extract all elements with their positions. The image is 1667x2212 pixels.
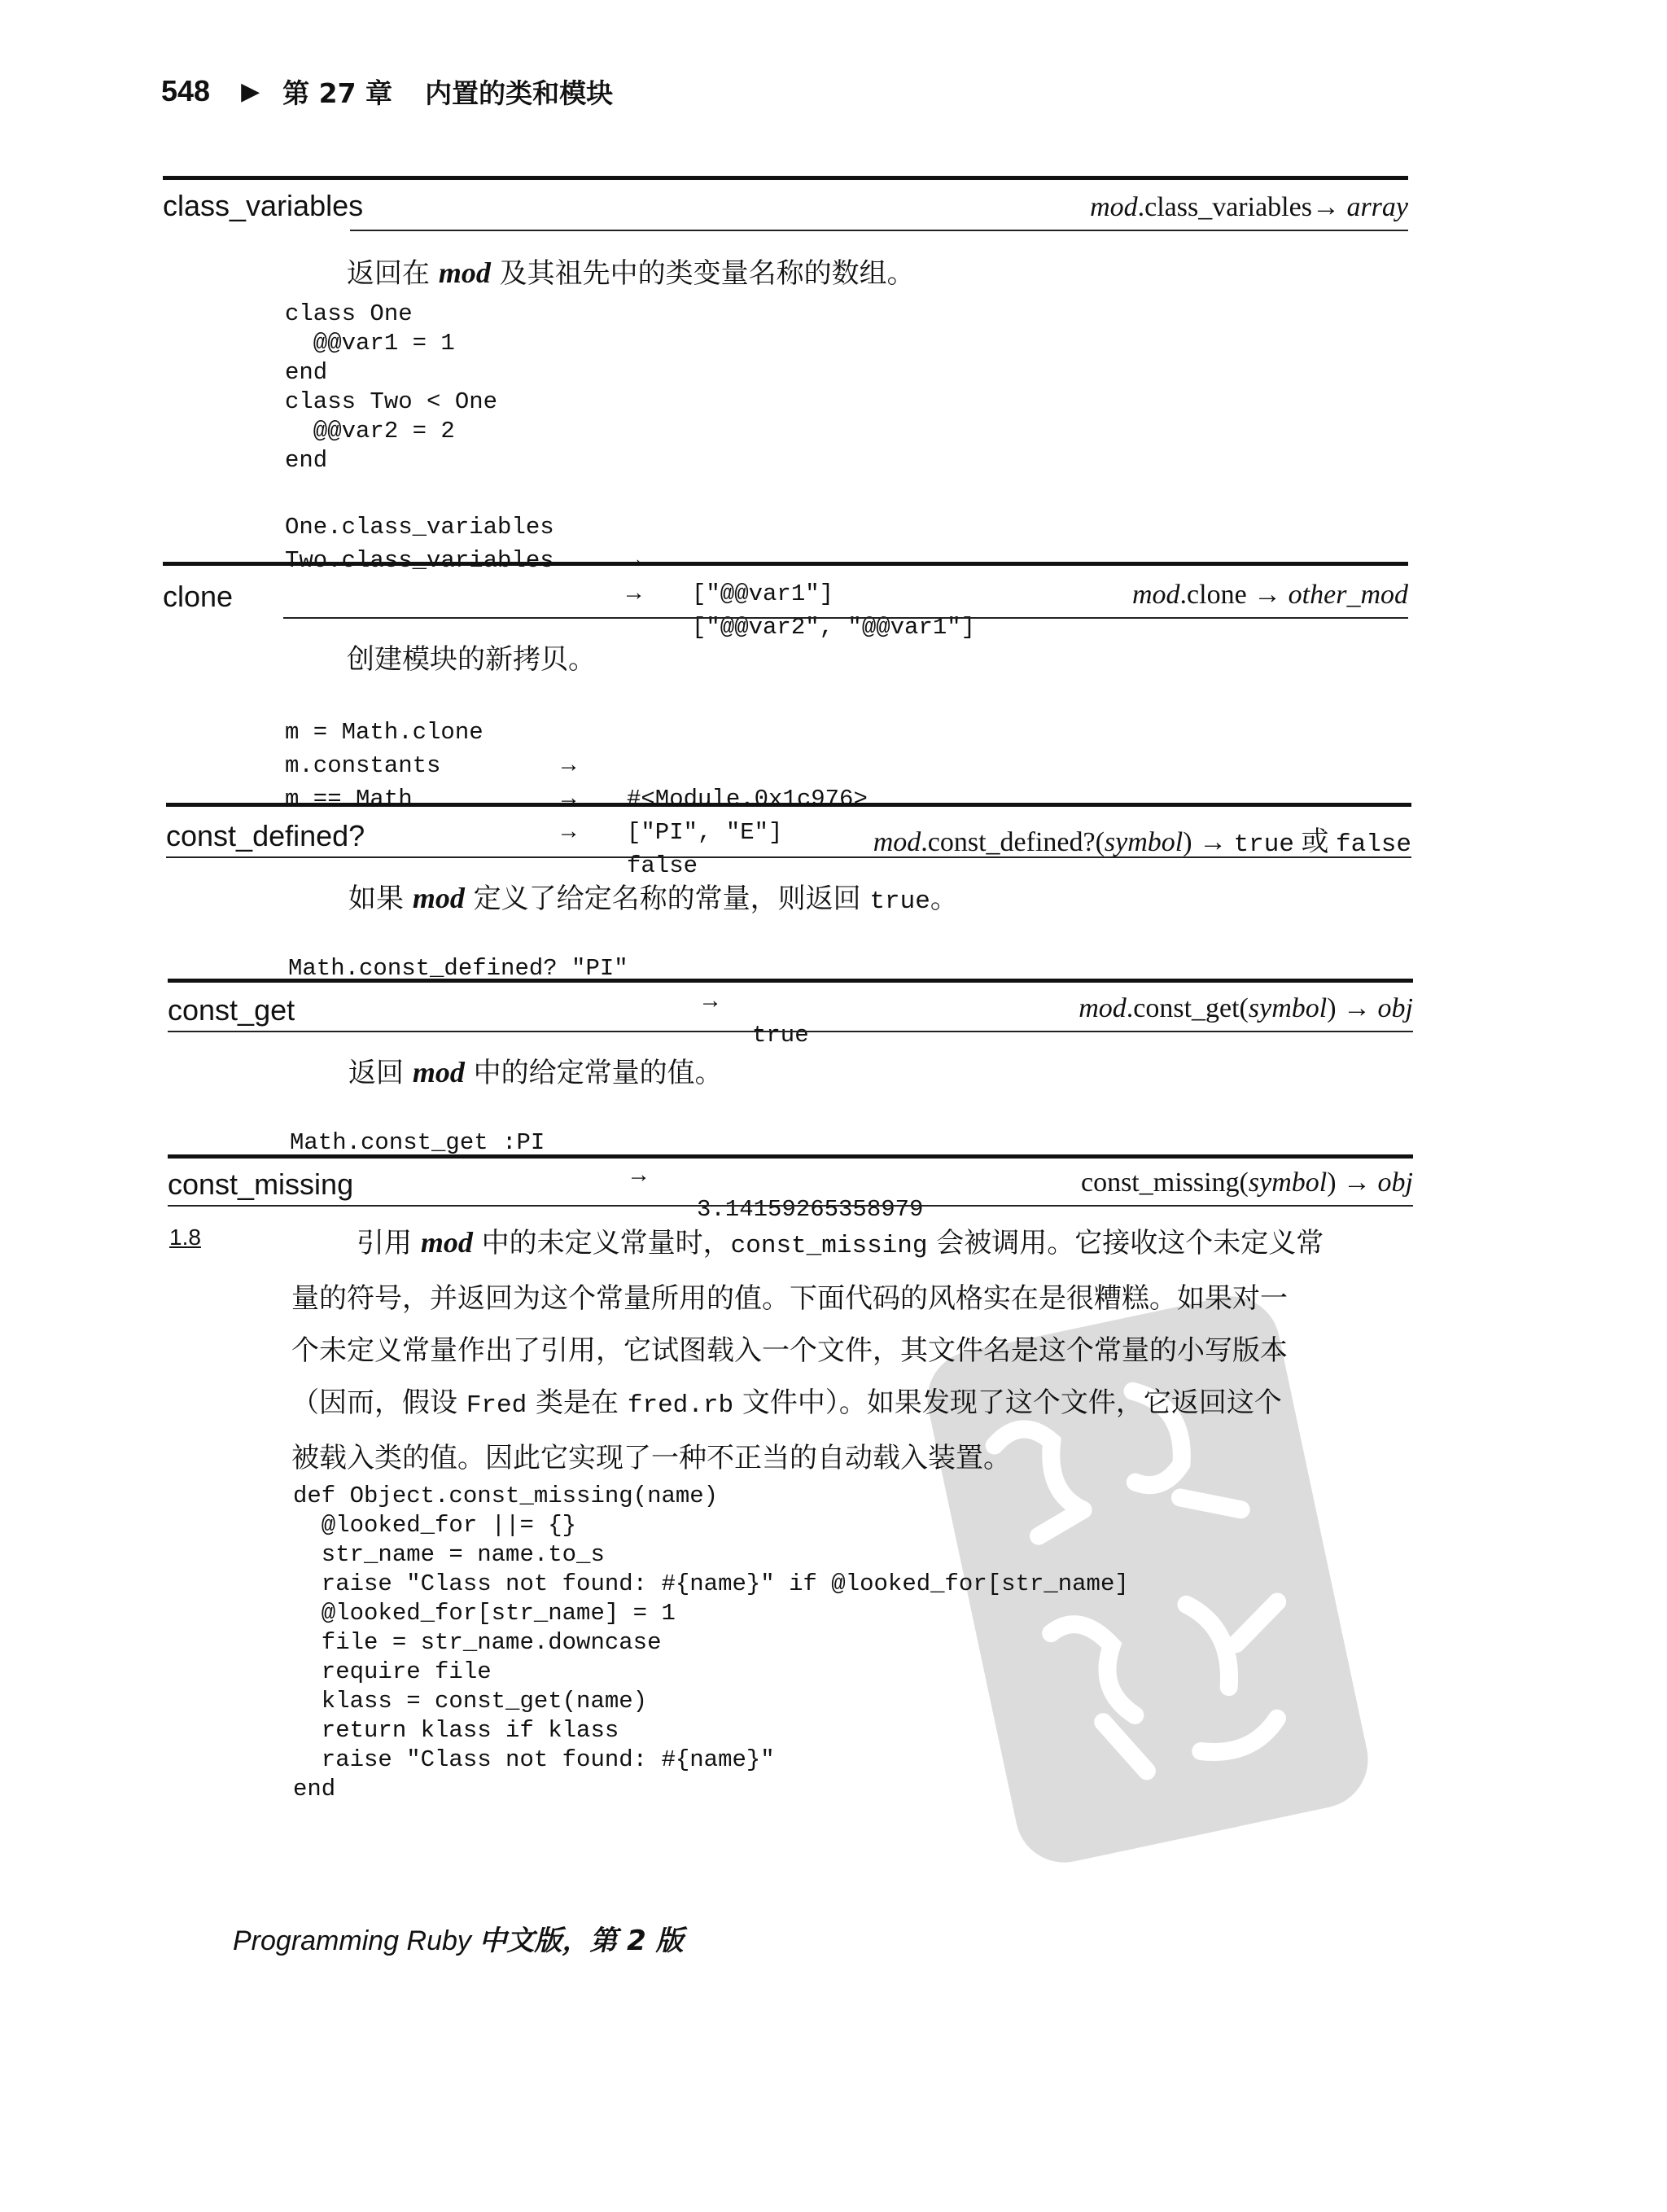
heavy-rule: [163, 562, 1408, 566]
sig-param: symbol: [1248, 993, 1328, 1023]
chapter-title: 内置的类和模块: [425, 77, 614, 109]
sig-true: true: [1233, 830, 1294, 859]
sig-return: obj: [1377, 1167, 1413, 1198]
running-footer: [233, 1918, 684, 1958]
result-value: ["@@var2", "@@var1"]: [692, 614, 976, 641]
para-text: 引用: [357, 1227, 421, 1259]
desc-text: 如果: [348, 883, 413, 915]
result-expr: m == Math: [285, 786, 413, 813]
method-name: const_missing: [168, 1167, 354, 1201]
page-number: 548: [161, 74, 211, 107]
sig-return: other_mod: [1288, 580, 1408, 610]
desc-text: 及其祖先中的类变量名称的数组。: [490, 257, 915, 290]
sig-arrow: →: [1343, 993, 1372, 1023]
sig-method: .const_defined?(: [921, 827, 1105, 857]
desc-text: 返回在: [347, 257, 439, 290]
result-row: [288, 918, 1102, 1049]
method-name: const_get: [168, 993, 295, 1027]
result-value: ["@@var1"]: [692, 580, 834, 607]
thin-rule: [166, 856, 1411, 858]
desc-text: 中的给定常量的值。: [464, 1057, 723, 1089]
desc-mod: mod: [438, 256, 491, 289]
method-signature: [873, 819, 1411, 859]
para-line: [291, 1216, 1411, 1272]
sig-return: obj: [1377, 993, 1413, 1023]
sig-close: ): [1183, 827, 1192, 857]
thin-rule: [168, 1031, 1413, 1032]
result-expr: Math.const_defined? "PI": [288, 955, 628, 982]
sig-method: .class_variables: [1137, 192, 1312, 222]
result-value: true: [752, 1022, 809, 1049]
para-code: const_missing: [730, 1232, 928, 1260]
result-arrow: →: [562, 752, 576, 779]
result-arrow: →: [627, 547, 641, 574]
result-value: 3.14159265358979: [697, 1196, 924, 1223]
sig-arrow: →: [1343, 1167, 1372, 1198]
para-text: （因而，假设: [291, 1386, 466, 1419]
para-text: 会被调用。它接收这个未定义常: [927, 1227, 1324, 1259]
method-signature: [1132, 580, 1408, 611]
heavy-rule: [168, 1154, 1413, 1159]
desc-mod: mod: [412, 1056, 465, 1088]
sig-method: .clone: [1179, 580, 1247, 610]
sig-receiver: mod: [1131, 580, 1180, 610]
result-expr: One.class_variables: [285, 514, 554, 541]
sig-close: ): [1327, 1167, 1337, 1198]
method-name: const_defined?: [166, 819, 365, 852]
thin-rule: [350, 230, 1408, 231]
para-text: 类是在: [527, 1386, 628, 1419]
thin-rule: [168, 1205, 1413, 1207]
para-line: 被载入类的值。因此它实现了一种不正当的自动载入装置。: [291, 1442, 1011, 1474]
result-expr: Two.class_variables: [285, 547, 554, 574]
method-name: clone: [163, 580, 234, 613]
sig-arrow: →: [1311, 192, 1340, 222]
para-line: 量的符号，并返回为这个常量所用的值。下面代码的风格实在是很糟糕。如果对一: [291, 1282, 1288, 1315]
sig-receiver: mod: [1079, 993, 1127, 1023]
method-signature: [1081, 1167, 1413, 1198]
heavy-rule: [163, 176, 1408, 180]
sig-method: const_missing(: [1080, 1167, 1249, 1198]
description: [348, 1050, 723, 1090]
result-expr: Math.const_get :PI: [290, 1129, 545, 1156]
sig-receiver: mod: [873, 827, 921, 857]
code-block: def Object.const_missing(name) @looked_for ||= {} str_name = name.to_s raise "Class not found: #{name}" if @looked_for[str_name] @looked_for[str_name] = 1 file = str_name.downcase require file klass = const_get(name) return klass if klass raise "Class not found: #{name}" end: [293, 1483, 1129, 1802]
triangle-arrow-icon: ▶: [241, 77, 260, 106]
para-code: Fred: [466, 1391, 527, 1420]
desc-text: 返回: [348, 1057, 413, 1089]
desc-text: 定义了给定名称的常量，则返回: [464, 883, 870, 915]
result-value: #<Module.0x1c976>: [627, 786, 868, 813]
code-block: class One @@var1 = 1 end class Two < One @@var2 = 2 end: [285, 300, 498, 474]
description: [347, 251, 915, 291]
entry-const-missing-header: [168, 1154, 1413, 1211]
results-table: [288, 918, 1102, 1049]
para-line: [291, 1377, 1411, 1432]
method-signature: [1079, 993, 1413, 1024]
para-line: 个未定义常量作出了引用，它试图载入一个文件，其文件名是这个常量的小写版本: [291, 1334, 1288, 1367]
version-margin-note: 1.8: [169, 1224, 201, 1250]
sig-close: ): [1327, 993, 1337, 1023]
para-code: fred.rb: [627, 1391, 734, 1420]
result-arrow: →: [562, 819, 576, 846]
desc-text: 。: [930, 883, 958, 915]
result-value: false: [627, 852, 698, 879]
sig-param: symbol: [1248, 1167, 1328, 1198]
sig-return: array: [1346, 192, 1408, 222]
method-name: class_variables: [163, 189, 364, 222]
heavy-rule: [166, 803, 1411, 807]
result-arrow: →: [703, 988, 718, 1015]
result-expr: m.constants: [285, 752, 441, 779]
sig-or: 或: [1301, 827, 1329, 857]
result-expr: m = Math.clone: [285, 719, 483, 746]
sig-receiver: mod: [1090, 192, 1138, 222]
para-text: 文件中）。如果发现了这个文件，它返回这个: [733, 1386, 1282, 1419]
sig-param: symbol: [1104, 827, 1184, 857]
sig-arrow: →: [1199, 827, 1227, 857]
book-edition: 中文版，第 2 版: [479, 1925, 684, 1957]
result-row: [285, 510, 1099, 641]
heavy-rule: [168, 979, 1413, 983]
result-arrow: →: [627, 580, 641, 607]
method-signature: [1090, 192, 1408, 223]
thin-rule: [283, 617, 1408, 619]
sig-arrow: →: [1254, 580, 1282, 610]
results-table: [290, 1093, 1104, 1223]
para-mod: mod: [420, 1226, 473, 1259]
const-missing-description: [291, 1216, 1411, 1484]
para-text: 中的未定义常量时，: [472, 1227, 731, 1259]
chapter-number: 第 27 章: [282, 77, 393, 109]
description: 创建模块的新拷贝。: [347, 643, 596, 676]
result-row: [290, 1093, 1104, 1223]
description: [348, 876, 958, 916]
sig-method: .const_get(: [1126, 993, 1249, 1023]
desc-code: true: [869, 887, 930, 916]
result-arrow: →: [632, 1163, 646, 1189]
result-value: ["PI", "E"]: [627, 819, 783, 846]
sig-false: false: [1335, 830, 1411, 859]
results-table: [285, 477, 1099, 641]
result-arrow: →: [562, 786, 576, 813]
desc-mod: mod: [412, 882, 465, 914]
book-title: Programming Ruby: [233, 1925, 479, 1956]
running-header: [161, 67, 613, 116]
